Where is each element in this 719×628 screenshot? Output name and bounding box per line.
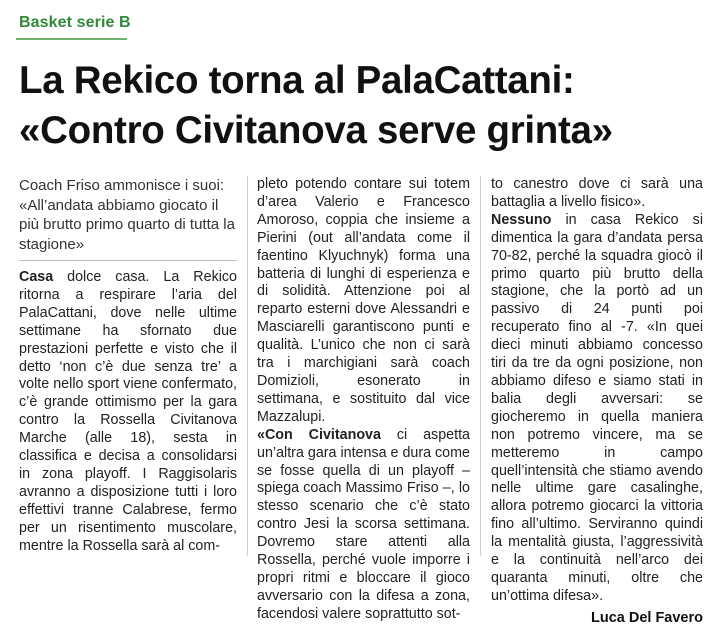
article-headline: [19, 56, 709, 156]
kicker-underline: [16, 38, 127, 40]
headline-line-1: La Rekico torna al PalaCattani:: [19, 59, 575, 102]
body-paragraph-1: [19, 269, 237, 556]
column-divider: [247, 176, 248, 556]
body-text: in casa Rekico si dimentica la gara d’andata persa 70-82, perché la squadra giocò il primo quarto più brutto della stagione, che la portò ad un passivo di 24 punti poi recuperato fino al -7. «In quei dieci minuti abbiamo concesso tiri da tre da ogni posizione, non abbiamo difeso e siamo stati in balia degli avversari: se giocheremo in quella maniera non potremo vincere, ma se metteremo in campo quell’intensità che stiamo avendo nelle ultime gare casalinghe, allora potremo giocarci la vittoria fino all’ultimo. Serviranno quindi la mentalità giusta, l’aggressività e la continuità nell’arco dei quaranta minuti, oltre che un’ottima difesa».: [491, 211, 703, 604]
column-3: [491, 176, 703, 628]
column-1: [19, 176, 237, 556]
headline-line-2: «Contro Civitanova serve grinta»: [19, 109, 613, 152]
author-byline: Luca Del Favero: [590, 609, 703, 626]
drop-lead-word: Casa: [19, 269, 54, 285]
column-2: [257, 176, 470, 624]
body-text: dolce casa. La Rekico ritorna a respirare l’aria del PalaCattani, dove nelle ultime settimane ha sfornato due prestazioni perfette e visto che il detto ‘non c’è due senza tre’ a volte nello sport viene confermato, c’è grande ottimismo per la gara contro la Rossella Civitanova Marche (alle 18), sesta in classifica e decisa a consolidarsi in zona playoff. I Raggisolaris avranno a disposizione tutti i loro effettivi tranne Calabrese, fermo per un risentimento muscolare, mentre la Rossella sarà al com-: [19, 269, 237, 554]
body-paragraph-4: to canestro dove ci sarà una battaglia a livello fisico».: [491, 176, 703, 210]
quote-lead: «Con Civitanova: [257, 426, 381, 443]
body-text: ci aspetta un’altra gara intensa e dura come se fosse quella di un playoff – spiega coach Massimo Friso –, lo stesso scenario che c’è stato contro Jesi la scorsa settimana. Dovremo stare attenti alla Rossella, perché vuole imporre i propri ritmi e bloccare il gioco avversario con la difesa a zona, facendosi valere soprattutto sot-: [257, 426, 470, 622]
summary-divider: [19, 260, 237, 261]
article-summary: Coach Friso ammonisce i suoi: «All’andata abbiamo giocato il più brutto primo quarto di tutta la stagione»: [19, 177, 235, 253]
column-divider: [480, 176, 481, 556]
section-kicker: Basket serie B: [19, 14, 131, 31]
body-paragraph-2: pleto potendo contare sui totem d’area Valerio e Francesco Amoroso, coppia che insieme a Pierini (out all’andata come il faentino Klyuchnyk) forma una batteria di lunghi di esperienza e di solidità. Attenzione poi al reparto esterni dove Alessandri e Masciarelli garantiscono punti e qualità. L’unico che non ci sarà tra i marchigiani sarà coach Domizioli, esonerato in settimana, e sostituito dal vice Mazzalupi.: [257, 176, 470, 425]
body-paragraph-5: [491, 212, 703, 606]
body-paragraph-3: [257, 427, 470, 624]
paragraph-lead-word: Nessuno: [491, 211, 552, 228]
